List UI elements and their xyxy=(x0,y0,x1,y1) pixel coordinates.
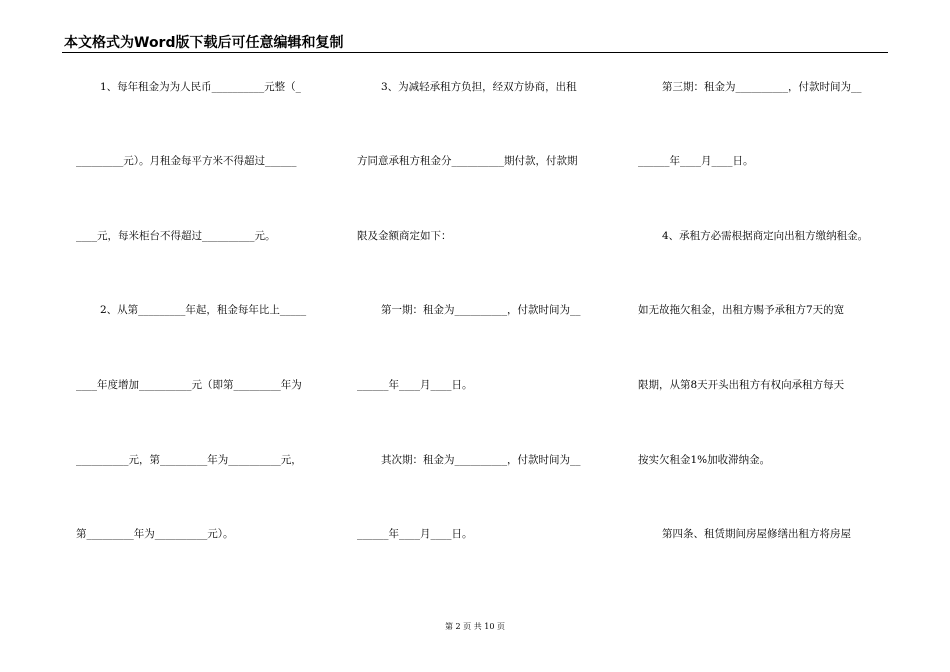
text-line: 按实欠租金1%加收滞纳金。 xyxy=(638,454,771,466)
page-footer: 第 2 页 共 10 页 xyxy=(445,622,505,631)
text-line: ______年____月____日。 xyxy=(638,155,754,167)
text-line: 限期，从第8天开头出租方有权向承租方每天 xyxy=(638,379,845,391)
text-line: ______年____月____日。 xyxy=(357,379,473,391)
text-line: _________元）。月租金每平方米不得超过______ xyxy=(76,155,297,167)
text-line: 4、承租方必需根据商定向出租方缴纳租金。 xyxy=(662,230,869,242)
header-rule xyxy=(62,52,888,53)
text-line: 第一期：租金为__________，付款时间为__ xyxy=(381,304,581,316)
text-line: 限及金额商定如下： xyxy=(357,230,452,242)
text-line: ______年____月____日。 xyxy=(357,528,473,540)
text-line: 第三期：租金为__________，付款时间为__ xyxy=(662,81,862,93)
text-line: 方同意承租方租金分__________期付款，付款期 xyxy=(357,155,578,167)
text-line: 3、为减轻承租方负担，经双方协商，出租 xyxy=(381,81,577,93)
document-header-title: 本文格式为Word版下载后可任意编辑和复制 xyxy=(64,35,344,51)
text-line: 第四条、租赁期间房屋修缮出租方将房屋 xyxy=(662,528,851,540)
text-line: ____年度增加__________元（即第_________年为 xyxy=(76,379,302,391)
text-line: 2、从第_________年起，租金每年比上_____ xyxy=(100,304,307,316)
text-line: 1、每年租金为为人民币__________元整（_ xyxy=(100,81,301,93)
text-line: 如无故拖欠租金，出租方赐予承租方7天的宽 xyxy=(638,304,845,316)
text-line: 其次期：租金为__________，付款时间为__ xyxy=(381,454,581,466)
text-line: __________元，第_________年为__________元， xyxy=(76,454,302,466)
text-line: ____元，每米柜台不得超过__________元。 xyxy=(76,230,276,242)
text-line: 第_________年为__________元）。 xyxy=(76,528,234,540)
